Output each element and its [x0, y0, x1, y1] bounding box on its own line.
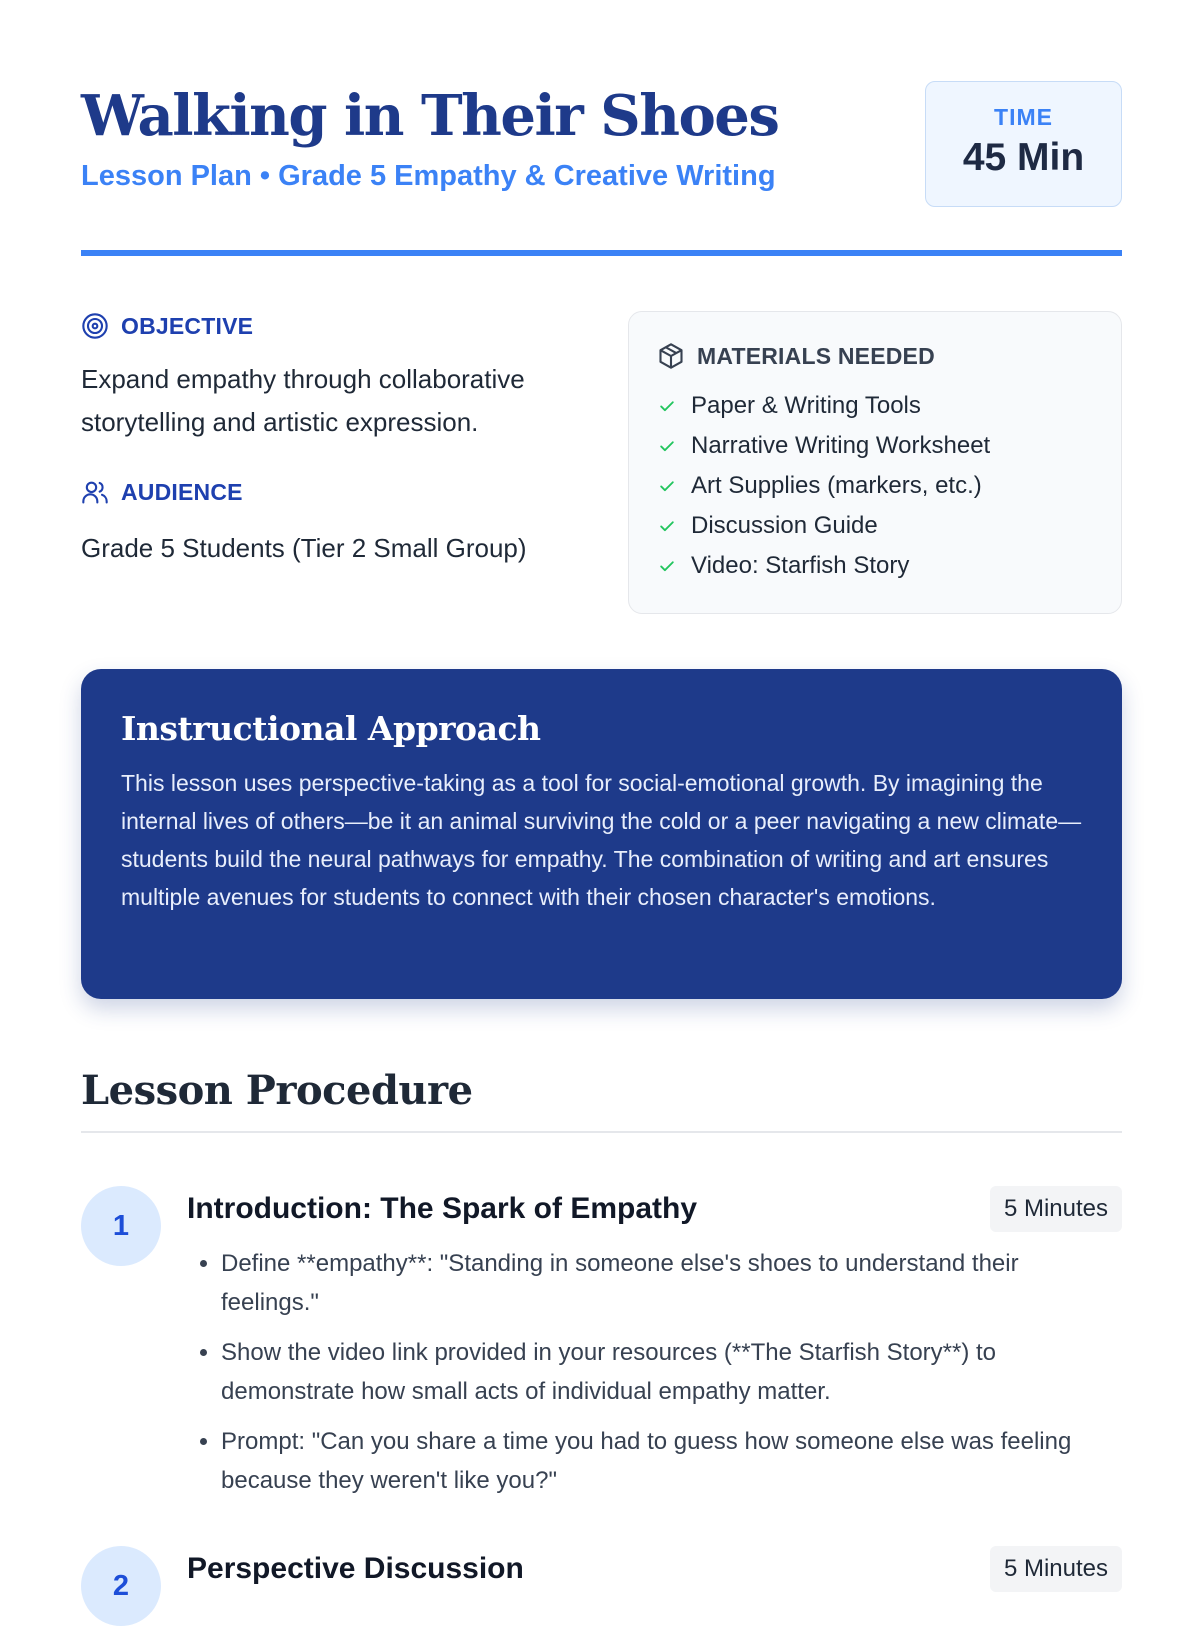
material-item-label: Paper & Writing Tools — [691, 392, 921, 419]
check-icon — [657, 396, 677, 416]
materials-list — [657, 386, 1093, 586]
audience-text: Grade 5 Students (Tier 2 Small Group) — [81, 533, 527, 563]
material-item — [657, 426, 1093, 466]
material-item-label: Art Supplies (markers, etc.) — [691, 472, 982, 499]
audience-heading-label: AUDIENCE — [121, 478, 243, 505]
step-duration-badge: 5 Minutes — [990, 1546, 1122, 1592]
step-bullet: • Show the video link provided in your resources (**The Starfish Story**) to demonstrate how small acts of individual empathy matter. — [221, 1333, 1122, 1411]
objective-text: Expand empathy through collaborative storytelling and artistic expression. — [81, 364, 525, 437]
objective-heading — [81, 312, 601, 340]
objective-heading-label: OBJECTIVE — [121, 312, 254, 339]
material-item-label: Discussion Guide — [691, 512, 878, 539]
package-icon — [657, 342, 685, 370]
material-item — [657, 466, 1093, 506]
materials-heading — [657, 342, 1093, 370]
audience-heading — [81, 478, 601, 506]
approach-title: Instructional Approach — [121, 709, 541, 748]
material-item-label: Narrative Writing Worksheet — [691, 432, 991, 459]
procedure-divider — [81, 1131, 1122, 1133]
objective-audience-column — [81, 312, 601, 568]
step-title: Perspective Discussion — [187, 1552, 524, 1585]
instructional-approach-card — [81, 669, 1122, 999]
step-bullet-list — [187, 1244, 1122, 1511]
time-label: TIME — [994, 104, 1053, 130]
check-icon — [657, 476, 677, 496]
page-subtitle: Lesson Plan • Grade 5 Empathy & Creative Writing — [81, 160, 776, 192]
material-item-label: Video: Starfish Story — [691, 552, 910, 579]
target-icon — [81, 312, 109, 340]
check-icon — [657, 436, 677, 456]
header — [81, 79, 1122, 210]
check-icon — [657, 516, 677, 536]
time-badge — [925, 81, 1122, 207]
step-title: Introduction: The Spark of Empathy — [187, 1192, 698, 1225]
step-number: 1 — [81, 1186, 161, 1266]
approach-body: This lesson uses perspective-taking as a tool for social-emotional growth. By imagining the internal lives of others—be it an animal surviving the cold or a peer navigating a new climate—students build the neural pathways for empathy. The combination of writing and art ensures multiple avenues for students to connect with their chosen character's emotions. — [121, 770, 1082, 910]
time-value: 45 Min — [962, 136, 1085, 179]
header-divider — [81, 250, 1122, 256]
page-title: Walking in Their Shoes — [81, 83, 779, 149]
step-bullet: • Prompt: "Can you share a time you had to guess how someone else was feeling because they weren't like you?" — [221, 1422, 1122, 1500]
check-icon — [657, 556, 677, 576]
step-number: 2 — [81, 1546, 161, 1626]
material-item — [657, 386, 1093, 426]
materials-card — [628, 311, 1122, 614]
material-item — [657, 506, 1093, 546]
users-icon — [81, 478, 109, 506]
step-duration-badge: 5 Minutes — [990, 1186, 1122, 1232]
step-bullet: • Define **empathy**: "Standing in someone else's shoes to understand their feelings." — [221, 1244, 1122, 1322]
procedure-title: Lesson Procedure — [81, 1067, 473, 1114]
materials-heading-label: MATERIALS NEEDED — [697, 342, 935, 369]
material-item — [657, 546, 1093, 586]
